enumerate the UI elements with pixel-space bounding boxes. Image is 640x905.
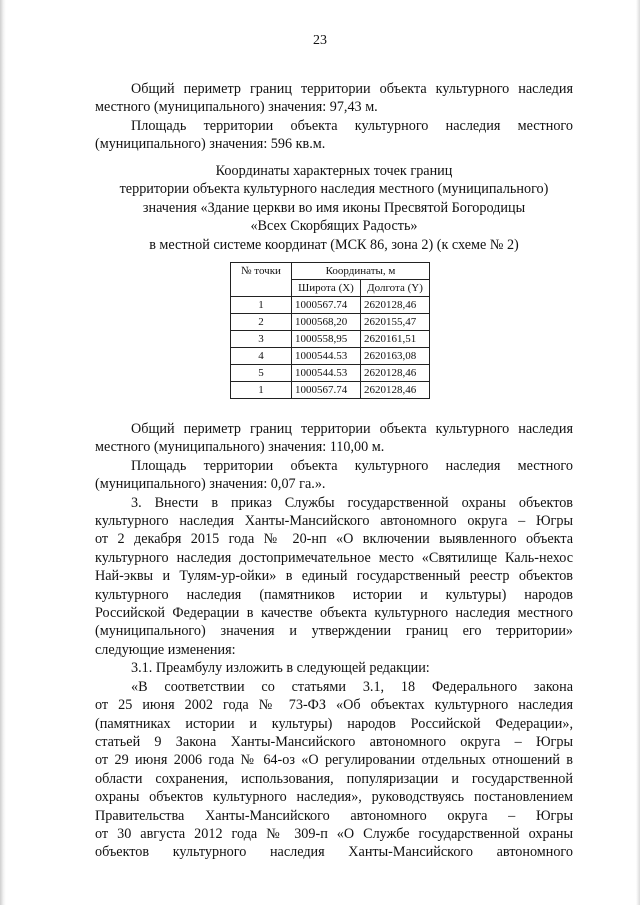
y-cell: 2620163,08 (361, 348, 430, 365)
heading-line: значения «Здание церкви во имя иконы Пресвятой Богородицы (142, 199, 526, 216)
text-line: культурного наследия (памятников истории и культуры) народов (95, 586, 573, 603)
y-cell: 2620128,46 (361, 297, 430, 314)
table-row (231, 365, 430, 382)
table-header-row (231, 263, 430, 280)
point-cell: 1 (231, 297, 292, 314)
point-cell: 2 (231, 314, 292, 331)
text-line: от 29 июня 2006 года № 64-оз «О регулировании отдельных отношений в (95, 752, 573, 769)
text-line: объектов культурного наследия Ханты-Мансийского автономного (95, 844, 573, 861)
x-cell: 1000567.74 (292, 382, 361, 399)
x-cell: 1000558,95 (292, 331, 361, 348)
scan-edge-right (636, 0, 640, 905)
text-line: (муниципального) значения: 0,07 га.». (95, 476, 326, 493)
heading-line: «Всех Скорбящих Радость» (250, 218, 418, 235)
text-line: Площадь территории объекта культурного наследия местного (131, 117, 573, 134)
point-cell: 1 (231, 382, 292, 399)
header-latitude: Широта (X) (292, 280, 361, 297)
text-line: местного (муниципального) значения: 97,43 м. (95, 99, 378, 116)
text-line: (муниципального) значения: 596 кв.м. (95, 136, 326, 153)
text-line: Общий периметр границ территории объекта культурного наследия (131, 81, 573, 97)
table-row (231, 382, 430, 399)
text-line: следующие изменения: (95, 641, 236, 658)
table-row (231, 348, 430, 365)
text-line: от 2 декабря 2015 года № 20-нп «О включении выявленного объекта (95, 531, 573, 548)
table-row (231, 314, 430, 331)
text-line: от 25 июня 2002 года № 73-ФЗ «Об объектах культурного наследия (95, 697, 573, 714)
text-line: 3. Внести в приказ Службы государственной охраны объектов (131, 494, 573, 511)
text-line: культурного наследия Ханты-Мансийского автономного округа – Югры (95, 513, 573, 530)
text-line: 3.1. Преамбулу изложить в следующей редакции: (131, 660, 430, 677)
coordinates-heading (95, 162, 573, 254)
header-coordinates: Координаты, м (292, 263, 430, 280)
y-cell: 2620155,47 (361, 314, 430, 331)
area-paragraph-1 (95, 117, 573, 154)
item-3-paragraph (95, 494, 573, 660)
text-line: Площадь территории объекта культурного наследия местного (131, 457, 573, 474)
text-line: Российской Федерации в качестве объекта культурного наследия местного (95, 605, 573, 622)
text-line: местного (муниципального) значения: 110,00 м. (95, 439, 385, 456)
text-line: от 30 августа 2012 года № 309-п «О Службе государственной охраны (95, 825, 573, 842)
header-longitude: Долгота (Y) (361, 280, 430, 297)
page-number: 23 (313, 33, 327, 48)
y-cell: 2620128,46 (361, 382, 430, 399)
perimeter-paragraph-2 (95, 420, 573, 457)
table-row (231, 297, 430, 314)
text-line: Най-эквы и Тулям-ур-ойки» в единый государственный реестр объектов (95, 568, 573, 585)
area-paragraph-2 (95, 457, 573, 494)
text-line: «В соответствии со статьями 3.1, 18 Федерального закона (131, 678, 573, 695)
item-3-1-paragraph (95, 659, 573, 677)
heading-line: в местной системе координат (МСК 86, зона 2) (к схеме № 2) (149, 236, 519, 253)
block-second-object (95, 420, 573, 862)
preamble-quote-paragraph (95, 678, 573, 862)
block-first-object (95, 80, 573, 154)
text-line: Общий периметр границ территории объекта культурного наследия (131, 421, 573, 437)
x-cell: 1000568,20 (292, 314, 361, 331)
text-line: (памятниках истории и культуры) народов Российской Федерации», (95, 715, 573, 732)
header-point-number: № точки (231, 263, 292, 297)
text-line: (муниципального) значения и утверждении границ его территории» (95, 623, 573, 640)
scan-edge-left (0, 0, 6, 905)
table-row (231, 331, 430, 348)
x-cell: 1000544.53 (292, 348, 361, 365)
coordinates-table (230, 262, 430, 399)
text-line: статьей 9 Закона Ханты-Мансийского автономного округа – Югры (95, 733, 573, 750)
text-line: охраны объектов культурного наследия», руководствуясь постановлением (95, 789, 573, 806)
x-cell: 1000544.53 (292, 365, 361, 382)
point-cell: 4 (231, 348, 292, 365)
text-line: области сохранения, использования, популяризации и государственной (95, 770, 573, 787)
perimeter-paragraph-1 (95, 80, 573, 117)
point-cell: 3 (231, 331, 292, 348)
text-line: культурного наследия достопримечательное место «Святилище Каль-нехос (95, 549, 573, 566)
y-cell: 2620128,46 (361, 365, 430, 382)
x-cell: 1000567.74 (292, 297, 361, 314)
heading-line: Координаты характерных точек границ (215, 163, 453, 179)
y-cell: 2620161,51 (361, 331, 430, 348)
point-cell: 5 (231, 365, 292, 382)
heading-line: территории объекта культурного наследия местного (муниципального) (119, 181, 549, 198)
text-line: Правительства Ханты-Мансийского автономного округа – Югры (95, 807, 573, 824)
